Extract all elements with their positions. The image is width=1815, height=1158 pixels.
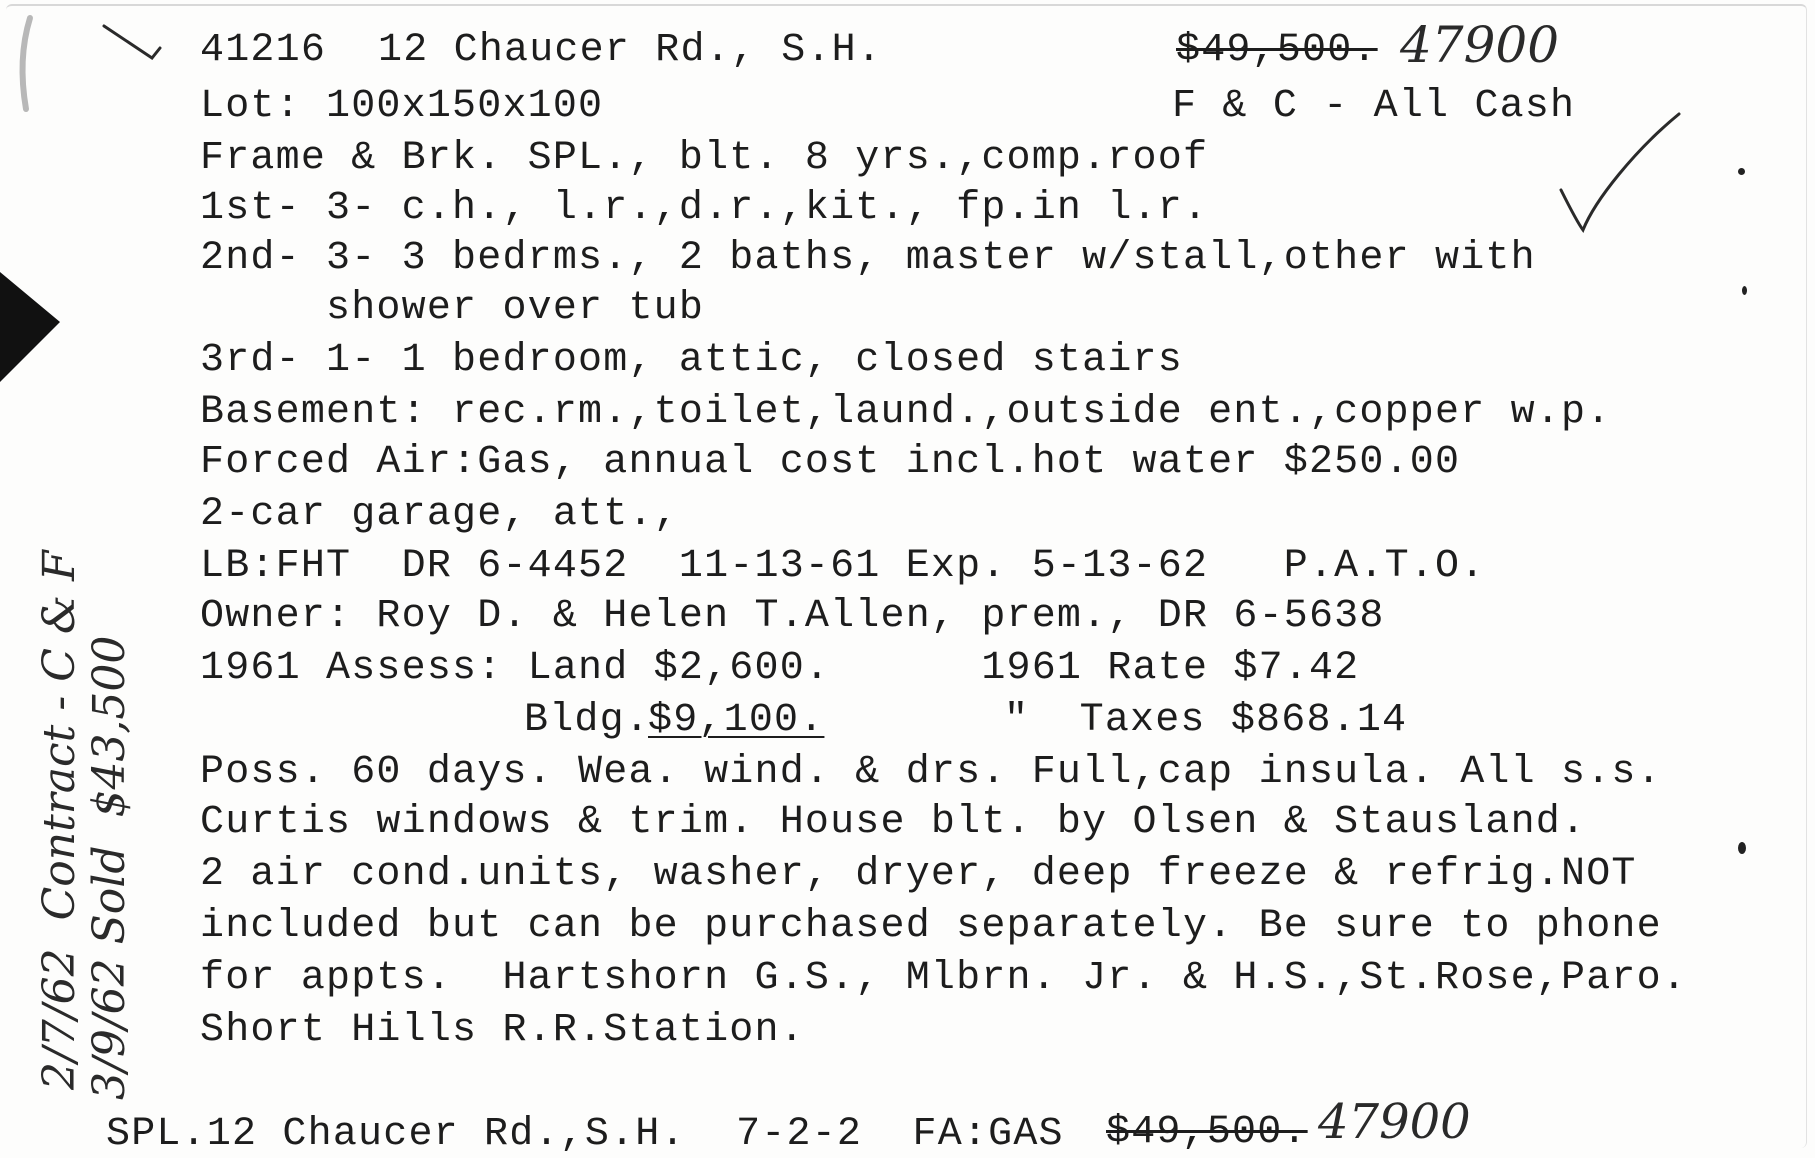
listing-number: 41216 [200,28,327,73]
taxes: " Taxes $868.14 [1004,698,1408,743]
check-mark-icon [100,18,170,68]
body-line: Forced Air:Gas, annual cost incl.hot water $250.00 [200,440,1461,485]
listing-address: 12 Chaucer Rd., S.H. [378,28,883,73]
body-line: Frame & Brk. SPL., blt. 8 yrs.,comp.roof [200,136,1209,181]
body-line: included but can be purchased separately. Be sure to phone [200,904,1662,949]
speck-mark [1738,168,1745,175]
body-line: 2nd- 3- 3 bedrms., 2 baths, master w/stall,other with [200,236,1536,281]
bldg-value: $9,100. [648,698,825,743]
body-line: 1961 Assess: Land $2,600. 1961 Rate $7.42 [200,646,1360,691]
body-line: shower over tub [200,286,705,331]
body-line: Poss. 60 days. Wea. wind. & drs. Full,cap insula. All s.s. [200,750,1662,795]
footer-summary: SPL.12 Chaucer Rd.,S.H. 7-2-2 FA:GAS [106,1112,1064,1157]
revised-price-handwritten: 47900 [1400,16,1560,74]
smudge-mark [12,14,52,114]
lot-dimensions: Lot: 100x150x100 [200,84,604,129]
body-line: 2-car garage, att., [200,492,679,537]
body-line: 1st- 3- c.h., l.r.,d.r.,kit., fp.in l.r. [200,186,1209,231]
body-line: Short Hills R.R.Station. [200,1008,805,1053]
footer-original-price: $49,500. [1106,1110,1308,1155]
contract-note: 2/7/62 Contract - C & F [34,550,85,1090]
speck-mark [1742,286,1747,295]
footer-revised-price-handwritten: 47900 [1318,1094,1471,1150]
body-line: Basement: rec.rm.,toilet,laund.,outside ent.,copper w.p. [200,390,1612,435]
original-price: $49,500. [1176,28,1378,73]
body-line: for appts. Hartshorn G.S., Mlbrn. Jr. & H.S.,St.Rose,Paro. [200,956,1688,1001]
body-line: Owner: Roy D. & Helen T.Allen, prem., DR 6-5638 [200,594,1385,639]
speck-mark [1738,842,1746,854]
bldg-label: Bldg. [524,698,651,743]
index-tab-mark [0,272,66,382]
terms: F & C - All Cash [1172,84,1576,129]
body-line: LB:FHT DR 6-4452 11-13-61 Exp. 5-13-62 P.A.T.O. [200,544,1486,589]
body-line: 3rd- 1- 1 bedroom, attic, closed stairs [200,338,1183,383]
body-line: Curtis windows & trim. House blt. by Olsen & Stausland. [200,800,1587,845]
body-line: 2 air cond.units, washer, dryer, deep freeze & refrig.NOT [200,852,1637,897]
sold-note: 3/9/62 Sold $43,500 [84,635,135,1100]
